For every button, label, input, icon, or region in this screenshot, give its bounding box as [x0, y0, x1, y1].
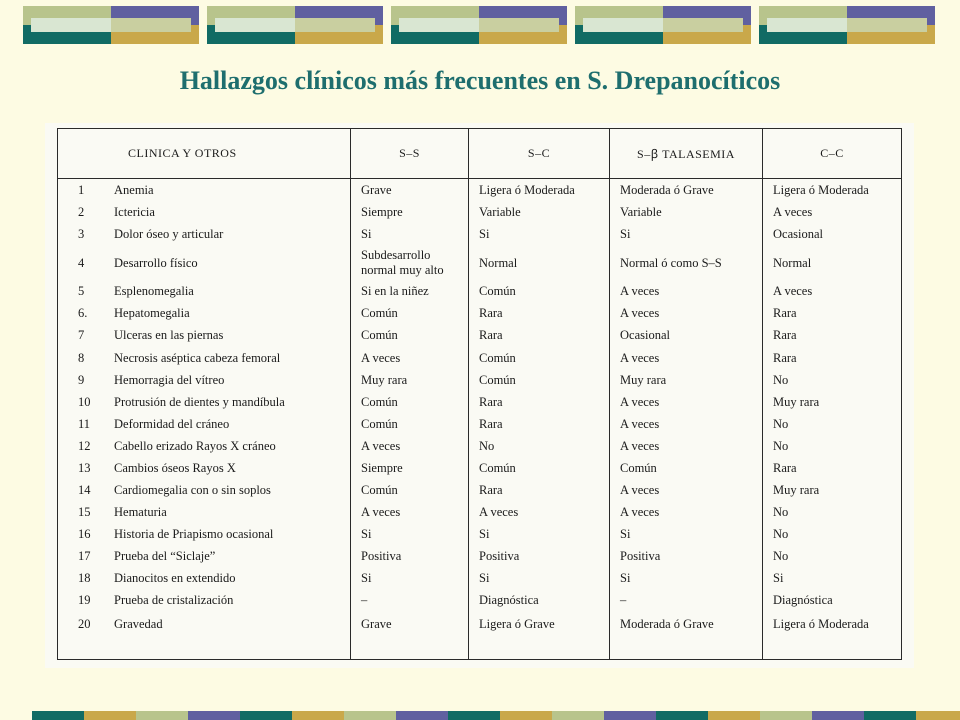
sc-cell: A veces [469, 501, 610, 523]
table-row [58, 201, 902, 223]
bottom-block [552, 711, 604, 720]
talasemia-cell: A veces [610, 413, 763, 435]
table-row [58, 590, 902, 612]
sc-cell: Rara [469, 413, 610, 435]
cc-cell: Rara [763, 325, 902, 347]
table-row [58, 369, 902, 391]
talasemia-cell: Común [610, 457, 763, 479]
cc-cell: Diagnóstica [763, 590, 902, 612]
bottom-block [708, 711, 760, 720]
finding-label: Prueba del “Siclaje” [114, 548, 216, 563]
finding-label: Deformidad del cráneo [114, 416, 230, 431]
header-clinica: CLINICA Y OTROS [58, 129, 351, 179]
row-number: 20 [78, 616, 91, 631]
table-row [58, 245, 902, 281]
finding-label: Ictericia [114, 204, 155, 219]
talasemia-cell: Muy rara [610, 369, 763, 391]
cc-cell: Ocasional [763, 223, 902, 245]
talasemia-cell: A veces [610, 391, 763, 413]
finding-label: Hematuria [114, 504, 167, 519]
cc-cell: No [763, 369, 902, 391]
finding-cell [58, 223, 351, 245]
table-row [58, 523, 902, 545]
sc-cell: Si [469, 567, 610, 589]
clinical-findings-table [57, 128, 902, 660]
finding-label: Gravedad [114, 616, 163, 631]
bottom-block [136, 711, 188, 720]
finding-cell [58, 413, 351, 435]
ss-cell: Común [351, 413, 469, 435]
cc-cell: Rara [763, 347, 902, 369]
finding-label: Cardiomegalia con o sin soplos [114, 482, 271, 497]
bottom-block [656, 711, 708, 720]
finding-label: Desarrollo físico [114, 255, 198, 270]
talasemia-cell: Variable [610, 201, 763, 223]
cc-cell: No [763, 523, 902, 545]
sc-cell: Ligera ó Moderada [469, 179, 610, 202]
table-row [58, 179, 902, 202]
top-decorative-band [0, 6, 960, 44]
bottom-block [812, 711, 864, 720]
table-header-row [58, 129, 902, 179]
finding-label: Necrosis aséptica cabeza femoral [114, 350, 281, 365]
finding-label: Hepatomegalia [114, 306, 190, 321]
talasemia-cell: – [610, 590, 763, 612]
finding-label: Esplenomegalia [114, 284, 194, 299]
ss-cell: A veces [351, 347, 469, 369]
finding-cell [58, 201, 351, 223]
decorative-tile [23, 6, 199, 44]
talasemia-cell: A veces [610, 281, 763, 303]
finding-label: Dolor óseo y articular [114, 226, 224, 241]
table-row [58, 413, 902, 435]
ss-cell: Común [351, 479, 469, 501]
finding-cell [58, 523, 351, 545]
decorative-tile [207, 6, 383, 44]
sc-cell: Ligera ó Grave [469, 612, 610, 660]
table-row [58, 223, 902, 245]
sc-cell: Común [469, 457, 610, 479]
row-number: 4 [78, 255, 85, 270]
row-number: 18 [78, 571, 91, 585]
ss-cell: Grave [351, 179, 469, 202]
table-row [58, 567, 902, 589]
sc-cell: Común [469, 369, 610, 391]
row-number: 7 [78, 328, 85, 343]
row-number: 2 [78, 204, 85, 219]
cc-cell: No [763, 545, 902, 567]
table-row [58, 479, 902, 501]
finding-cell [58, 303, 351, 325]
tile-light-strip-right [847, 18, 927, 32]
finding-cell [58, 501, 351, 523]
row-number: 12 [78, 438, 91, 453]
table-row [58, 347, 902, 369]
tile-light-strip-right [663, 18, 743, 32]
ss-cell: Si [351, 223, 469, 245]
finding-label: Ulceras en las piernas [114, 328, 224, 343]
bottom-decorative-band [0, 711, 960, 720]
sc-cell: Común [469, 347, 610, 369]
cc-cell: Ligera ó Moderada [763, 612, 902, 660]
talasemia-cell: A veces [610, 501, 763, 523]
bottom-block [500, 711, 552, 720]
talasemia-cell: Si [610, 523, 763, 545]
header-cc: C–C [763, 129, 902, 179]
talasemia-cell: Positiva [610, 545, 763, 567]
finding-cell [58, 347, 351, 369]
bottom-block [916, 711, 960, 720]
talasemia-cell: Moderada ó Grave [610, 179, 763, 202]
row-number: 13 [78, 460, 91, 475]
finding-cell [58, 325, 351, 347]
finding-label: Dianocitos en extendido [114, 571, 236, 585]
cc-cell: Rara [763, 457, 902, 479]
table-row [58, 457, 902, 479]
bottom-block [84, 711, 136, 720]
tile-light-strip-right [479, 18, 559, 32]
talasemia-cell: Moderada ó Grave [610, 612, 763, 660]
table-row [58, 391, 902, 413]
finding-label: Protrusión de dientes y mandíbula [114, 394, 285, 409]
cc-cell: Muy rara [763, 479, 902, 501]
row-number: 6. [78, 306, 88, 321]
header-talasemia: S–ꞵ TALASEMIA [610, 129, 763, 179]
ss-cell: Si en la niñez [351, 281, 469, 303]
talasemia-cell: A veces [610, 479, 763, 501]
cc-cell: No [763, 413, 902, 435]
row-number: 11 [78, 416, 91, 431]
finding-cell [58, 567, 351, 589]
bottom-block [448, 711, 500, 720]
finding-cell [58, 369, 351, 391]
ss-cell: A veces [351, 501, 469, 523]
sc-cell: Rara [469, 303, 610, 325]
row-number: 1 [78, 182, 85, 197]
sc-cell: Común [469, 281, 610, 303]
finding-cell [58, 457, 351, 479]
ss-cell: Si [351, 523, 469, 545]
row-number: 5 [78, 284, 85, 299]
row-number: 9 [78, 372, 85, 387]
sc-cell: No [469, 435, 610, 457]
table-row [58, 303, 902, 325]
finding-label: Cambios óseos Rayos X [114, 460, 236, 475]
tile-light-strip-right [111, 18, 191, 32]
talasemia-cell: A veces [610, 347, 763, 369]
decorative-tile [759, 6, 935, 44]
ss-cell: Común [351, 391, 469, 413]
ss-cell: A veces [351, 435, 469, 457]
row-number: 3 [78, 226, 85, 241]
finding-label: Hemorragia del vítreo [114, 372, 225, 387]
row-number: 15 [78, 504, 91, 519]
tile-light-strip-right [295, 18, 375, 32]
header-ss: S–S [351, 129, 469, 179]
table-row [58, 325, 902, 347]
cc-cell: Rara [763, 303, 902, 325]
finding-cell [58, 281, 351, 303]
table-row [58, 281, 902, 303]
bottom-block [864, 711, 916, 720]
sc-cell: Rara [469, 479, 610, 501]
cc-cell: Ligera ó Moderada [763, 179, 902, 202]
sc-cell: Rara [469, 391, 610, 413]
ss-cell: Siempre [351, 457, 469, 479]
row-number: 10 [78, 394, 91, 409]
finding-label: Historia de Priapismo ocasional [114, 526, 274, 541]
bottom-block [604, 711, 656, 720]
table-row [58, 435, 902, 457]
cc-cell: Normal [763, 245, 902, 281]
decorative-tile [391, 6, 567, 44]
sc-cell: Diagnóstica [469, 590, 610, 612]
sc-cell: Si [469, 223, 610, 245]
cc-cell: No [763, 435, 902, 457]
scanned-table-image [45, 123, 914, 668]
sc-cell: Si [469, 523, 610, 545]
finding-cell [58, 612, 351, 660]
table-row [58, 545, 902, 567]
finding-cell [58, 590, 351, 612]
finding-cell [58, 545, 351, 567]
bottom-block [344, 711, 396, 720]
sc-cell: Variable [469, 201, 610, 223]
cc-cell: No [763, 501, 902, 523]
talasemia-cell: A veces [610, 303, 763, 325]
finding-label: Cabello erizado Rayos X cráneo [114, 438, 276, 453]
table-row [58, 612, 902, 660]
ss-cell: Muy rara [351, 369, 469, 391]
talasemia-cell: Si [610, 223, 763, 245]
cc-cell: A veces [763, 201, 902, 223]
cc-cell: Muy rara [763, 391, 902, 413]
talasemia-cell: A veces [610, 435, 763, 457]
finding-cell [58, 179, 351, 202]
row-number: 17 [78, 548, 91, 563]
talasemia-cell: Ocasional [610, 325, 763, 347]
row-number: 8 [78, 350, 85, 365]
sc-cell: Rara [469, 325, 610, 347]
ss-cell: Subdesarrollo normal muy alto [351, 245, 469, 281]
decorative-tile [575, 6, 751, 44]
ss-cell: Positiva [351, 545, 469, 567]
finding-label: Anemia [114, 182, 154, 197]
finding-cell [58, 435, 351, 457]
talasemia-cell: Normal ó como S–S [610, 245, 763, 281]
finding-cell [58, 479, 351, 501]
header-sc: S–C [469, 129, 610, 179]
row-number: 16 [78, 526, 91, 541]
slide-title: Hallazgos clínicos más frecuentes en S. Drepanocíticos [179, 66, 781, 95]
sc-cell: Normal [469, 245, 610, 281]
finding-label: Prueba de cristalización [114, 593, 234, 608]
ss-cell: – [351, 590, 469, 612]
bottom-block [32, 711, 84, 720]
ss-cell: Siempre [351, 201, 469, 223]
ss-cell: Común [351, 325, 469, 347]
finding-cell [58, 391, 351, 413]
row-number: 19 [78, 593, 91, 608]
row-number: 14 [78, 482, 91, 497]
ss-cell: Común [351, 303, 469, 325]
sc-cell: Positiva [469, 545, 610, 567]
bottom-block [396, 711, 448, 720]
bottom-block [240, 711, 292, 720]
cc-cell: A veces [763, 281, 902, 303]
bottom-block [188, 711, 240, 720]
table-row [58, 501, 902, 523]
cc-cell: Si [763, 567, 902, 589]
ss-cell: Si [351, 567, 469, 589]
bottom-block [760, 711, 812, 720]
talasemia-cell: Si [610, 567, 763, 589]
finding-cell [58, 245, 351, 281]
bottom-block [292, 711, 344, 720]
ss-cell: Grave [351, 612, 469, 660]
